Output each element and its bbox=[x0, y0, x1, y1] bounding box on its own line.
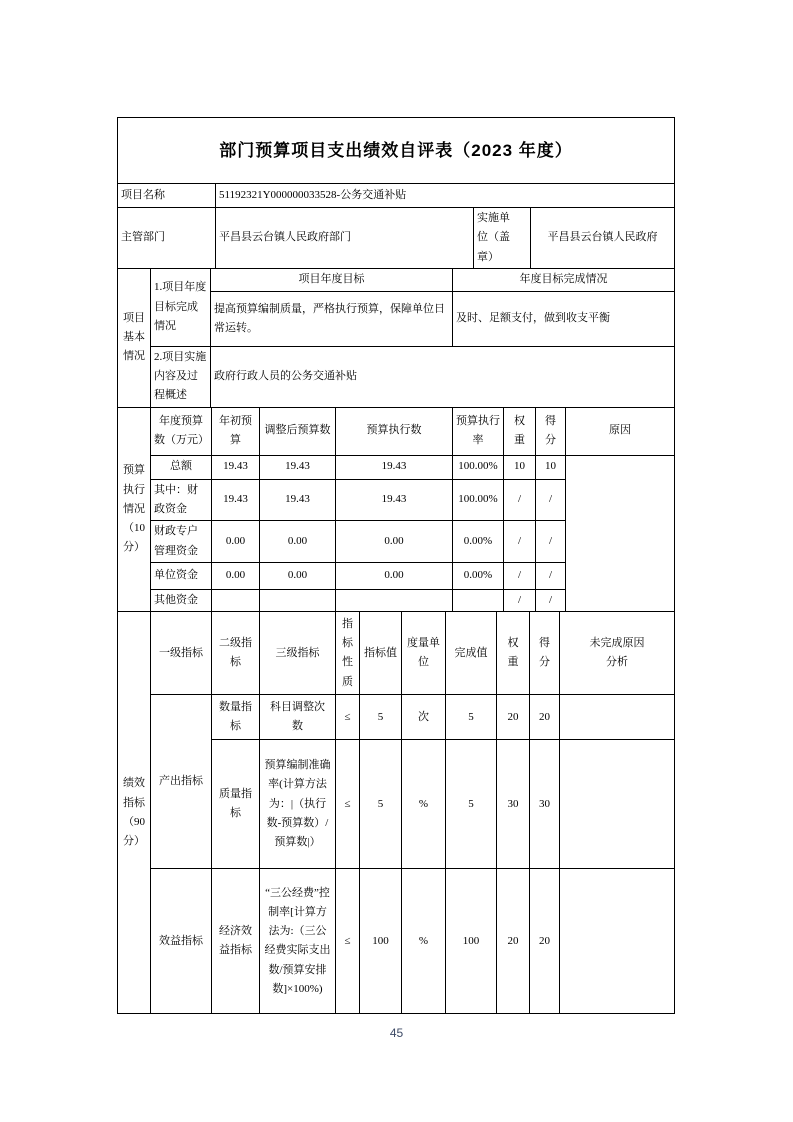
budget-cell: 19.43 bbox=[260, 479, 336, 521]
perf-header-level1: 一级指标 bbox=[151, 612, 212, 695]
perf-nature: ≤ bbox=[336, 740, 360, 869]
perf-reason-cell bbox=[560, 695, 675, 740]
perf-level2: 数量指标 bbox=[212, 695, 260, 740]
budget-header-rate: 预算执行率 bbox=[453, 407, 504, 455]
perf-nature: ≤ bbox=[336, 695, 360, 740]
budget-cell: 0.00 bbox=[336, 521, 453, 563]
perf-weight: 30 bbox=[497, 740, 530, 869]
budget-cell: 0.00 bbox=[336, 563, 453, 590]
budget-cell: 0.00% bbox=[453, 563, 504, 590]
budget-cell bbox=[453, 590, 504, 612]
budget-cell: / bbox=[536, 590, 566, 612]
perf-level1-output: 产出指标 bbox=[151, 695, 212, 869]
perf-level2: 质量指标 bbox=[212, 740, 260, 869]
budget-header-adjusted: 调整后预算数 bbox=[260, 407, 336, 455]
perf-header-level2: 二级指标 bbox=[212, 612, 260, 695]
perf-header-level3: 三级指标 bbox=[260, 612, 336, 695]
budget-cell: 0.00% bbox=[453, 521, 504, 563]
budget-cell: 19.43 bbox=[336, 479, 453, 521]
budget-cell: / bbox=[504, 479, 536, 521]
impl-unit-label: 实施单位（盖章） bbox=[474, 208, 531, 269]
perf-reason-cell bbox=[560, 869, 675, 1014]
budget-cell: 100.00% bbox=[453, 479, 504, 521]
perf-level3: 预算编制准确率(计算方法为：|（执行数-预算数）/预算数|） bbox=[260, 740, 336, 869]
basic-row2-label: 2.项目实施内容及过程概述 bbox=[151, 346, 211, 407]
budget-header-initial: 年初预算 bbox=[212, 407, 260, 455]
perf-nature: ≤ bbox=[336, 869, 360, 1014]
perf-reason-cell bbox=[560, 740, 675, 869]
basic-row2-text: 政府行政人员的公务交通补贴 bbox=[211, 346, 675, 407]
perf-score: 20 bbox=[530, 869, 560, 1014]
budget-row-label: 财政专户管理资金 bbox=[151, 521, 212, 563]
completion-header: 年度目标完成情况 bbox=[453, 268, 675, 291]
budget-section-label: 预算执行情况（10分） bbox=[118, 407, 151, 612]
header-section bbox=[117, 117, 675, 269]
perf-unit: % bbox=[402, 869, 446, 1014]
basic-section-label: 项目基本情况 bbox=[118, 268, 151, 407]
dept-value: 平昌县云台镇人民政府部门 bbox=[216, 208, 474, 269]
dept-label: 主管部门 bbox=[118, 208, 216, 269]
perf-level2: 经济效益指标 bbox=[212, 869, 260, 1014]
budget-cell bbox=[260, 590, 336, 612]
budget-section bbox=[117, 407, 675, 613]
page-number: 45 bbox=[389, 1026, 404, 1040]
budget-cell: 19.43 bbox=[260, 455, 336, 479]
budget-cell: 19.43 bbox=[212, 455, 260, 479]
perf-header-weight: 权重 bbox=[497, 612, 530, 695]
budget-cell: / bbox=[504, 563, 536, 590]
budget-cell: 0.00 bbox=[260, 563, 336, 590]
budget-header-annual: 年度预算数（万元） bbox=[151, 407, 212, 455]
perf-weight: 20 bbox=[497, 695, 530, 740]
form-title: 部门预算项目支出绩效自评表（2023 年度） bbox=[118, 118, 675, 184]
budget-cell bbox=[212, 590, 260, 612]
basic-row1-label: 1.项目年度目标完成情况 bbox=[151, 268, 211, 346]
budget-cell: 0.00 bbox=[260, 521, 336, 563]
budget-cell: 100.00% bbox=[453, 455, 504, 479]
budget-cell: 0.00 bbox=[212, 521, 260, 563]
perf-header-unit: 度量单位 bbox=[402, 612, 446, 695]
budget-reason-cell bbox=[566, 455, 675, 612]
budget-header-score: 得分 bbox=[536, 407, 566, 455]
budget-cell: / bbox=[536, 521, 566, 563]
performance-section-label: 绩效指标（90分） bbox=[118, 612, 151, 1014]
perf-header-score: 得分 bbox=[530, 612, 560, 695]
budget-cell bbox=[336, 590, 453, 612]
goal-header: 项目年度目标 bbox=[211, 268, 453, 291]
budget-row-total bbox=[118, 455, 675, 479]
perf-actual: 5 bbox=[446, 695, 497, 740]
budget-cell: 10 bbox=[536, 455, 566, 479]
project-name-value: 51192321Y000000033528-公务交通补贴 bbox=[216, 184, 675, 208]
perf-actual: 100 bbox=[446, 869, 497, 1014]
budget-header-weight: 权重 bbox=[504, 407, 536, 455]
perf-target: 100 bbox=[360, 869, 402, 1014]
perf-unit: 次 bbox=[402, 695, 446, 740]
perf-unit: % bbox=[402, 740, 446, 869]
budget-row-label: 其中：财政资金 bbox=[151, 479, 212, 521]
budget-cell: 10 bbox=[504, 455, 536, 479]
perf-score: 30 bbox=[530, 740, 560, 869]
perf-header-target: 指标值 bbox=[360, 612, 402, 695]
performance-section bbox=[117, 611, 675, 1014]
perf-target: 5 bbox=[360, 740, 402, 869]
budget-row-label: 总额 bbox=[151, 455, 212, 479]
budget-cell: / bbox=[536, 563, 566, 590]
perf-weight: 20 bbox=[497, 869, 530, 1014]
completion-text: 及时、足额支付，做到收支平衡 bbox=[453, 291, 675, 346]
goal-text: 提高预算编制质量，严格执行预算，保障单位日常运转。 bbox=[211, 291, 453, 346]
impl-unit-value: 平昌县云台镇人民政府 bbox=[531, 208, 675, 269]
budget-cell: / bbox=[504, 521, 536, 563]
project-name-label: 项目名称 bbox=[118, 184, 216, 208]
perf-level1-benefit: 效益指标 bbox=[151, 869, 212, 1014]
budget-cell: 19.43 bbox=[212, 479, 260, 521]
budget-cell: / bbox=[504, 590, 536, 612]
perf-target: 5 bbox=[360, 695, 402, 740]
perf-level3: 科目调整次数 bbox=[260, 695, 336, 740]
perf-header-actual: 完成值 bbox=[446, 612, 497, 695]
perf-score: 20 bbox=[530, 695, 560, 740]
budget-header-executed: 预算执行数 bbox=[336, 407, 453, 455]
perf-header-nature: 指标性质 bbox=[336, 612, 360, 695]
budget-row-label: 其他资金 bbox=[151, 590, 212, 612]
perf-header-reason: 未完成原因分析 bbox=[560, 612, 675, 695]
budget-cell: / bbox=[536, 479, 566, 521]
perf-level3: “三公经费”控制率[计算方法为:（三公经费实际支出数/预算安排数]×100%) bbox=[260, 869, 336, 1014]
basic-section bbox=[117, 268, 675, 408]
perf-row-benefit bbox=[118, 869, 675, 1014]
evaluation-form bbox=[117, 117, 674, 1014]
budget-header-reason: 原因 bbox=[566, 407, 675, 455]
budget-row-label: 单位资金 bbox=[151, 563, 212, 590]
budget-cell: 0.00 bbox=[212, 563, 260, 590]
budget-cell: 19.43 bbox=[336, 455, 453, 479]
perf-row-quantity bbox=[118, 695, 675, 740]
perf-actual: 5 bbox=[446, 740, 497, 869]
